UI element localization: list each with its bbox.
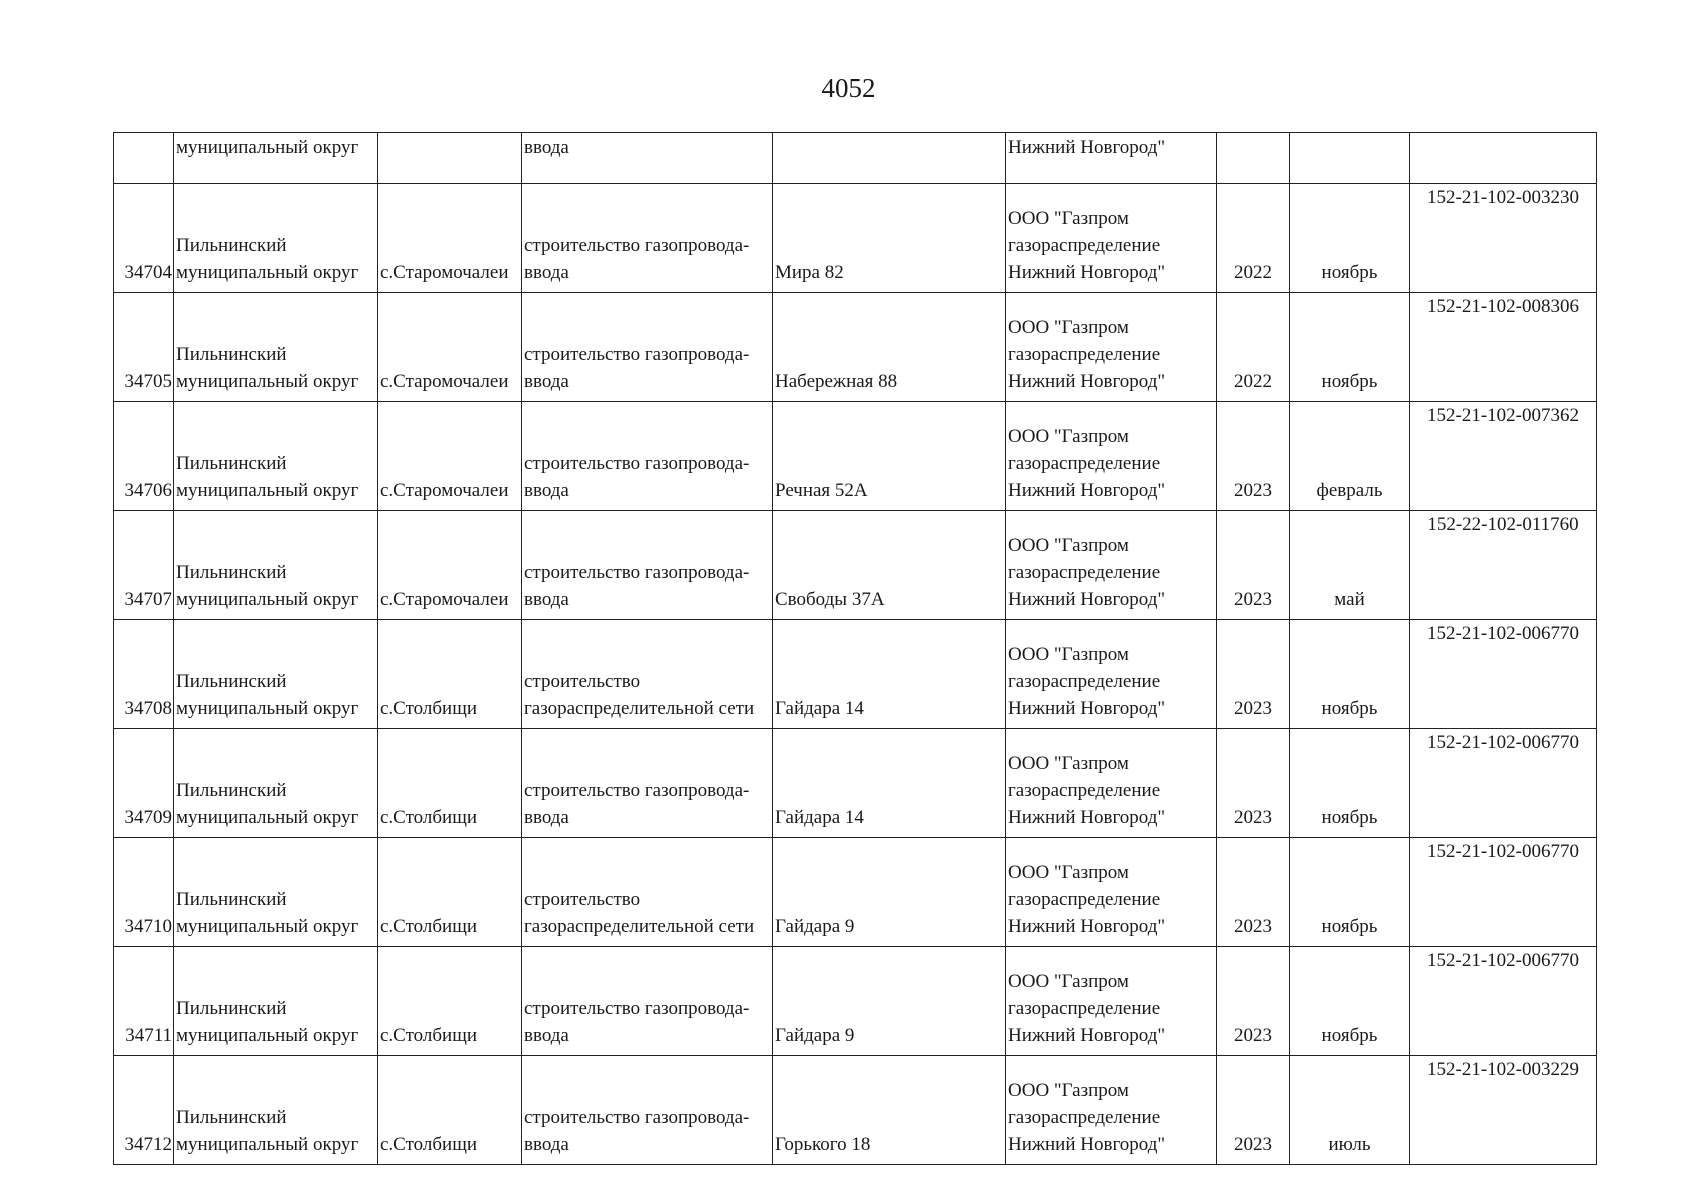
cell-locality: с.Старомочалеи [378, 293, 522, 402]
cell-year: 2023 [1217, 402, 1290, 511]
cell-line: газораспределение [1008, 562, 1161, 583]
cell-line: ввода [524, 480, 569, 501]
cell-work [522, 838, 773, 947]
cell-address: Гайдара 14 [773, 620, 1006, 729]
cell-code: 152-21-102-006770 [1410, 729, 1597, 838]
cell-line: строительство газопровода- [524, 998, 750, 1019]
cell-line: ввода [524, 1025, 569, 1046]
cell-line: Пильнинский [176, 1107, 287, 1128]
cell-year [1217, 133, 1290, 184]
cell-locality: с.Столбищи [378, 947, 522, 1056]
cell-org [1006, 620, 1217, 729]
cell-line: муниципальный округ [176, 807, 359, 828]
cell-year: 2023 [1217, 729, 1290, 838]
cell-month: ноябрь [1290, 293, 1410, 402]
cell-line: строительство [524, 671, 641, 692]
cell-work: ввода [522, 133, 773, 184]
cell-line: муниципальный округ [176, 480, 359, 501]
cell-year: 2022 [1217, 293, 1290, 402]
cell-locality: с.Столбищи [378, 620, 522, 729]
cell-org [1006, 402, 1217, 511]
cell-district [174, 511, 378, 620]
cell-code: 152-21-102-008306 [1410, 293, 1597, 402]
cell-line: Пильнинский [176, 998, 287, 1019]
cell-line: Нижний Новгород" [1008, 480, 1166, 501]
cell-district [174, 184, 378, 293]
cell-line: строительство газопровода- [524, 235, 750, 256]
cell-locality: с.Старомочалеи [378, 402, 522, 511]
cell-line: Нижний Новгород" [1008, 1025, 1166, 1046]
cell-org [1006, 947, 1217, 1056]
cell-address: Гайдара 14 [773, 729, 1006, 838]
cell-work [522, 293, 773, 402]
cell-line: муниципальный округ [176, 589, 359, 610]
cell-line: Нижний Новгород" [1008, 371, 1166, 392]
cell-line: строительство газопровода- [524, 344, 750, 365]
cell-month: ноябрь [1290, 184, 1410, 293]
cell-line: газораспределение [1008, 235, 1161, 256]
cell-num: 34706 [114, 402, 174, 511]
cell-locality: с.Старомочалеи [378, 184, 522, 293]
table-row-continuation [114, 133, 1597, 184]
cell-line: муниципальный округ [176, 1134, 359, 1155]
cell-org [1006, 293, 1217, 402]
cell-locality [378, 133, 522, 184]
cell-num [114, 133, 174, 184]
cell-org [1006, 729, 1217, 838]
cell-address: Речная 52А [773, 402, 1006, 511]
cell-line: ООО "Газпром [1008, 644, 1129, 665]
cell-line: строительство газопровода- [524, 780, 750, 801]
cell-district [174, 729, 378, 838]
cell-year: 2023 [1217, 511, 1290, 620]
cell-num: 34709 [114, 729, 174, 838]
cell-locality: с.Столбищи [378, 1056, 522, 1165]
table-row [114, 838, 1597, 947]
cell-code: 152-21-102-003230 [1410, 184, 1597, 293]
cell-num: 34704 [114, 184, 174, 293]
cell-line: Нижний Новгород" [1008, 698, 1166, 719]
cell-address [773, 133, 1006, 184]
cell-line: Пильнинский [176, 671, 287, 692]
cell-line: Нижний Новгород" [1008, 262, 1166, 283]
cell-org [1006, 184, 1217, 293]
cell-line: ООО "Газпром [1008, 535, 1129, 556]
cell-line: газораспределение [1008, 344, 1161, 365]
cell-address: Мира 82 [773, 184, 1006, 293]
table-row [114, 184, 1597, 293]
cell-line: газораспределение [1008, 889, 1161, 910]
table-row [114, 947, 1597, 1056]
cell-district [174, 402, 378, 511]
cell-work [522, 1056, 773, 1165]
cell-num: 34710 [114, 838, 174, 947]
cell-month: ноябрь [1290, 729, 1410, 838]
cell-line: Пильнинский [176, 235, 287, 256]
cell-line: Пильнинский [176, 889, 287, 910]
cell-line: газораспределение [1008, 453, 1161, 474]
cell-line: Пильнинский [176, 344, 287, 365]
cell-year: 2023 [1217, 838, 1290, 947]
cell-code: 152-21-102-006770 [1410, 947, 1597, 1056]
cell-line: газораспределительной сети [524, 916, 755, 937]
page-number: 4052 [821, 73, 876, 103]
cell-line: Нижний Новгород" [1008, 1134, 1166, 1155]
cell-line: ввода [524, 589, 569, 610]
cell-month: июль [1290, 1056, 1410, 1165]
cell-line: газораспределительной сети [524, 698, 755, 719]
cell-code: 152-21-102-007362 [1410, 402, 1597, 511]
cell-code [1410, 133, 1597, 184]
cell-line: ООО "Газпром [1008, 971, 1129, 992]
cell-line: муниципальный округ [176, 262, 359, 283]
cell-line: ООО "Газпром [1008, 1080, 1129, 1101]
cell-month: ноябрь [1290, 838, 1410, 947]
cell-line: ООО "Газпром [1008, 317, 1129, 338]
cell-line: Пильнинский [176, 453, 287, 474]
cell-address: Набережная 88 [773, 293, 1006, 402]
cell-district [174, 1056, 378, 1165]
cell-num: 34708 [114, 620, 174, 729]
cell-district: муниципальный округ [174, 133, 378, 184]
cell-line: строительство газопровода- [524, 562, 750, 583]
cell-locality: с.Столбищи [378, 729, 522, 838]
table-row [114, 293, 1597, 402]
cell-locality: с.Столбищи [378, 838, 522, 947]
table-row [114, 402, 1597, 511]
cell-district [174, 293, 378, 402]
cell-line: Нижний Новгород" [1008, 589, 1166, 610]
cell-district [174, 838, 378, 947]
cell-work [522, 184, 773, 293]
cell-line: строительство газопровода- [524, 453, 750, 474]
cell-district [174, 947, 378, 1056]
cell-month: май [1290, 511, 1410, 620]
cell-line: ООО "Газпром [1008, 753, 1129, 774]
cell-year: 2023 [1217, 1056, 1290, 1165]
cell-line: ввода [524, 371, 569, 392]
cell-work [522, 511, 773, 620]
cell-line: ООО "Газпром [1008, 208, 1129, 229]
cell-line: Нижний Новгород" [1008, 807, 1166, 828]
cell-org: Нижний Новгород" [1006, 133, 1217, 184]
table-row [114, 1056, 1597, 1165]
cell-line: газораспределение [1008, 1107, 1161, 1128]
cell-address: Горького 18 [773, 1056, 1006, 1165]
cell-code: 152-21-102-006770 [1410, 838, 1597, 947]
cell-code: 152-22-102-011760 [1410, 511, 1597, 620]
cell-line: ООО "Газпром [1008, 862, 1129, 883]
table-row [114, 729, 1597, 838]
cell-locality: с.Старомочалеи [378, 511, 522, 620]
cell-line: ввода [524, 262, 569, 283]
cell-year: 2023 [1217, 620, 1290, 729]
cell-line: ООО "Газпром [1008, 426, 1129, 447]
cell-num: 34707 [114, 511, 174, 620]
cell-line: Нижний Новгород" [1008, 916, 1166, 937]
cell-year: 2022 [1217, 184, 1290, 293]
cell-line: газораспределение [1008, 780, 1161, 801]
cell-line: газораспределение [1008, 671, 1161, 692]
cell-code: 152-21-102-003229 [1410, 1056, 1597, 1165]
cell-line: муниципальный округ [176, 916, 359, 937]
cell-year: 2023 [1217, 947, 1290, 1056]
cell-org [1006, 511, 1217, 620]
cell-line: муниципальный округ [176, 698, 359, 719]
cell-month [1290, 133, 1410, 184]
table-row [114, 511, 1597, 620]
cell-month: ноябрь [1290, 947, 1410, 1056]
cell-work [522, 402, 773, 511]
cell-line: муниципальный округ [176, 1025, 359, 1046]
table-row [114, 620, 1597, 729]
cell-line: Пильнинский [176, 562, 287, 583]
cell-org [1006, 1056, 1217, 1165]
cell-district [174, 620, 378, 729]
cell-address: Свободы 37А [773, 511, 1006, 620]
cell-line: Пильнинский [176, 780, 287, 801]
cell-num: 34712 [114, 1056, 174, 1165]
cell-num: 34705 [114, 293, 174, 402]
cell-line: строительство газопровода- [524, 1107, 750, 1128]
registry-table [113, 132, 1597, 1165]
cell-address: Гайдара 9 [773, 838, 1006, 947]
cell-line: муниципальный округ [176, 371, 359, 392]
cell-line: ввода [524, 1134, 569, 1155]
cell-code: 152-21-102-006770 [1410, 620, 1597, 729]
cell-line: ввода [524, 807, 569, 828]
cell-month: ноябрь [1290, 620, 1410, 729]
cell-work [522, 620, 773, 729]
table-body [114, 133, 1597, 1165]
cell-month: февраль [1290, 402, 1410, 511]
cell-work [522, 947, 773, 1056]
cell-address: Гайдара 9 [773, 947, 1006, 1056]
cell-line: строительство [524, 889, 641, 910]
cell-line: газораспределение [1008, 998, 1161, 1019]
cell-work [522, 729, 773, 838]
cell-num: 34711 [114, 947, 174, 1056]
cell-org [1006, 838, 1217, 947]
